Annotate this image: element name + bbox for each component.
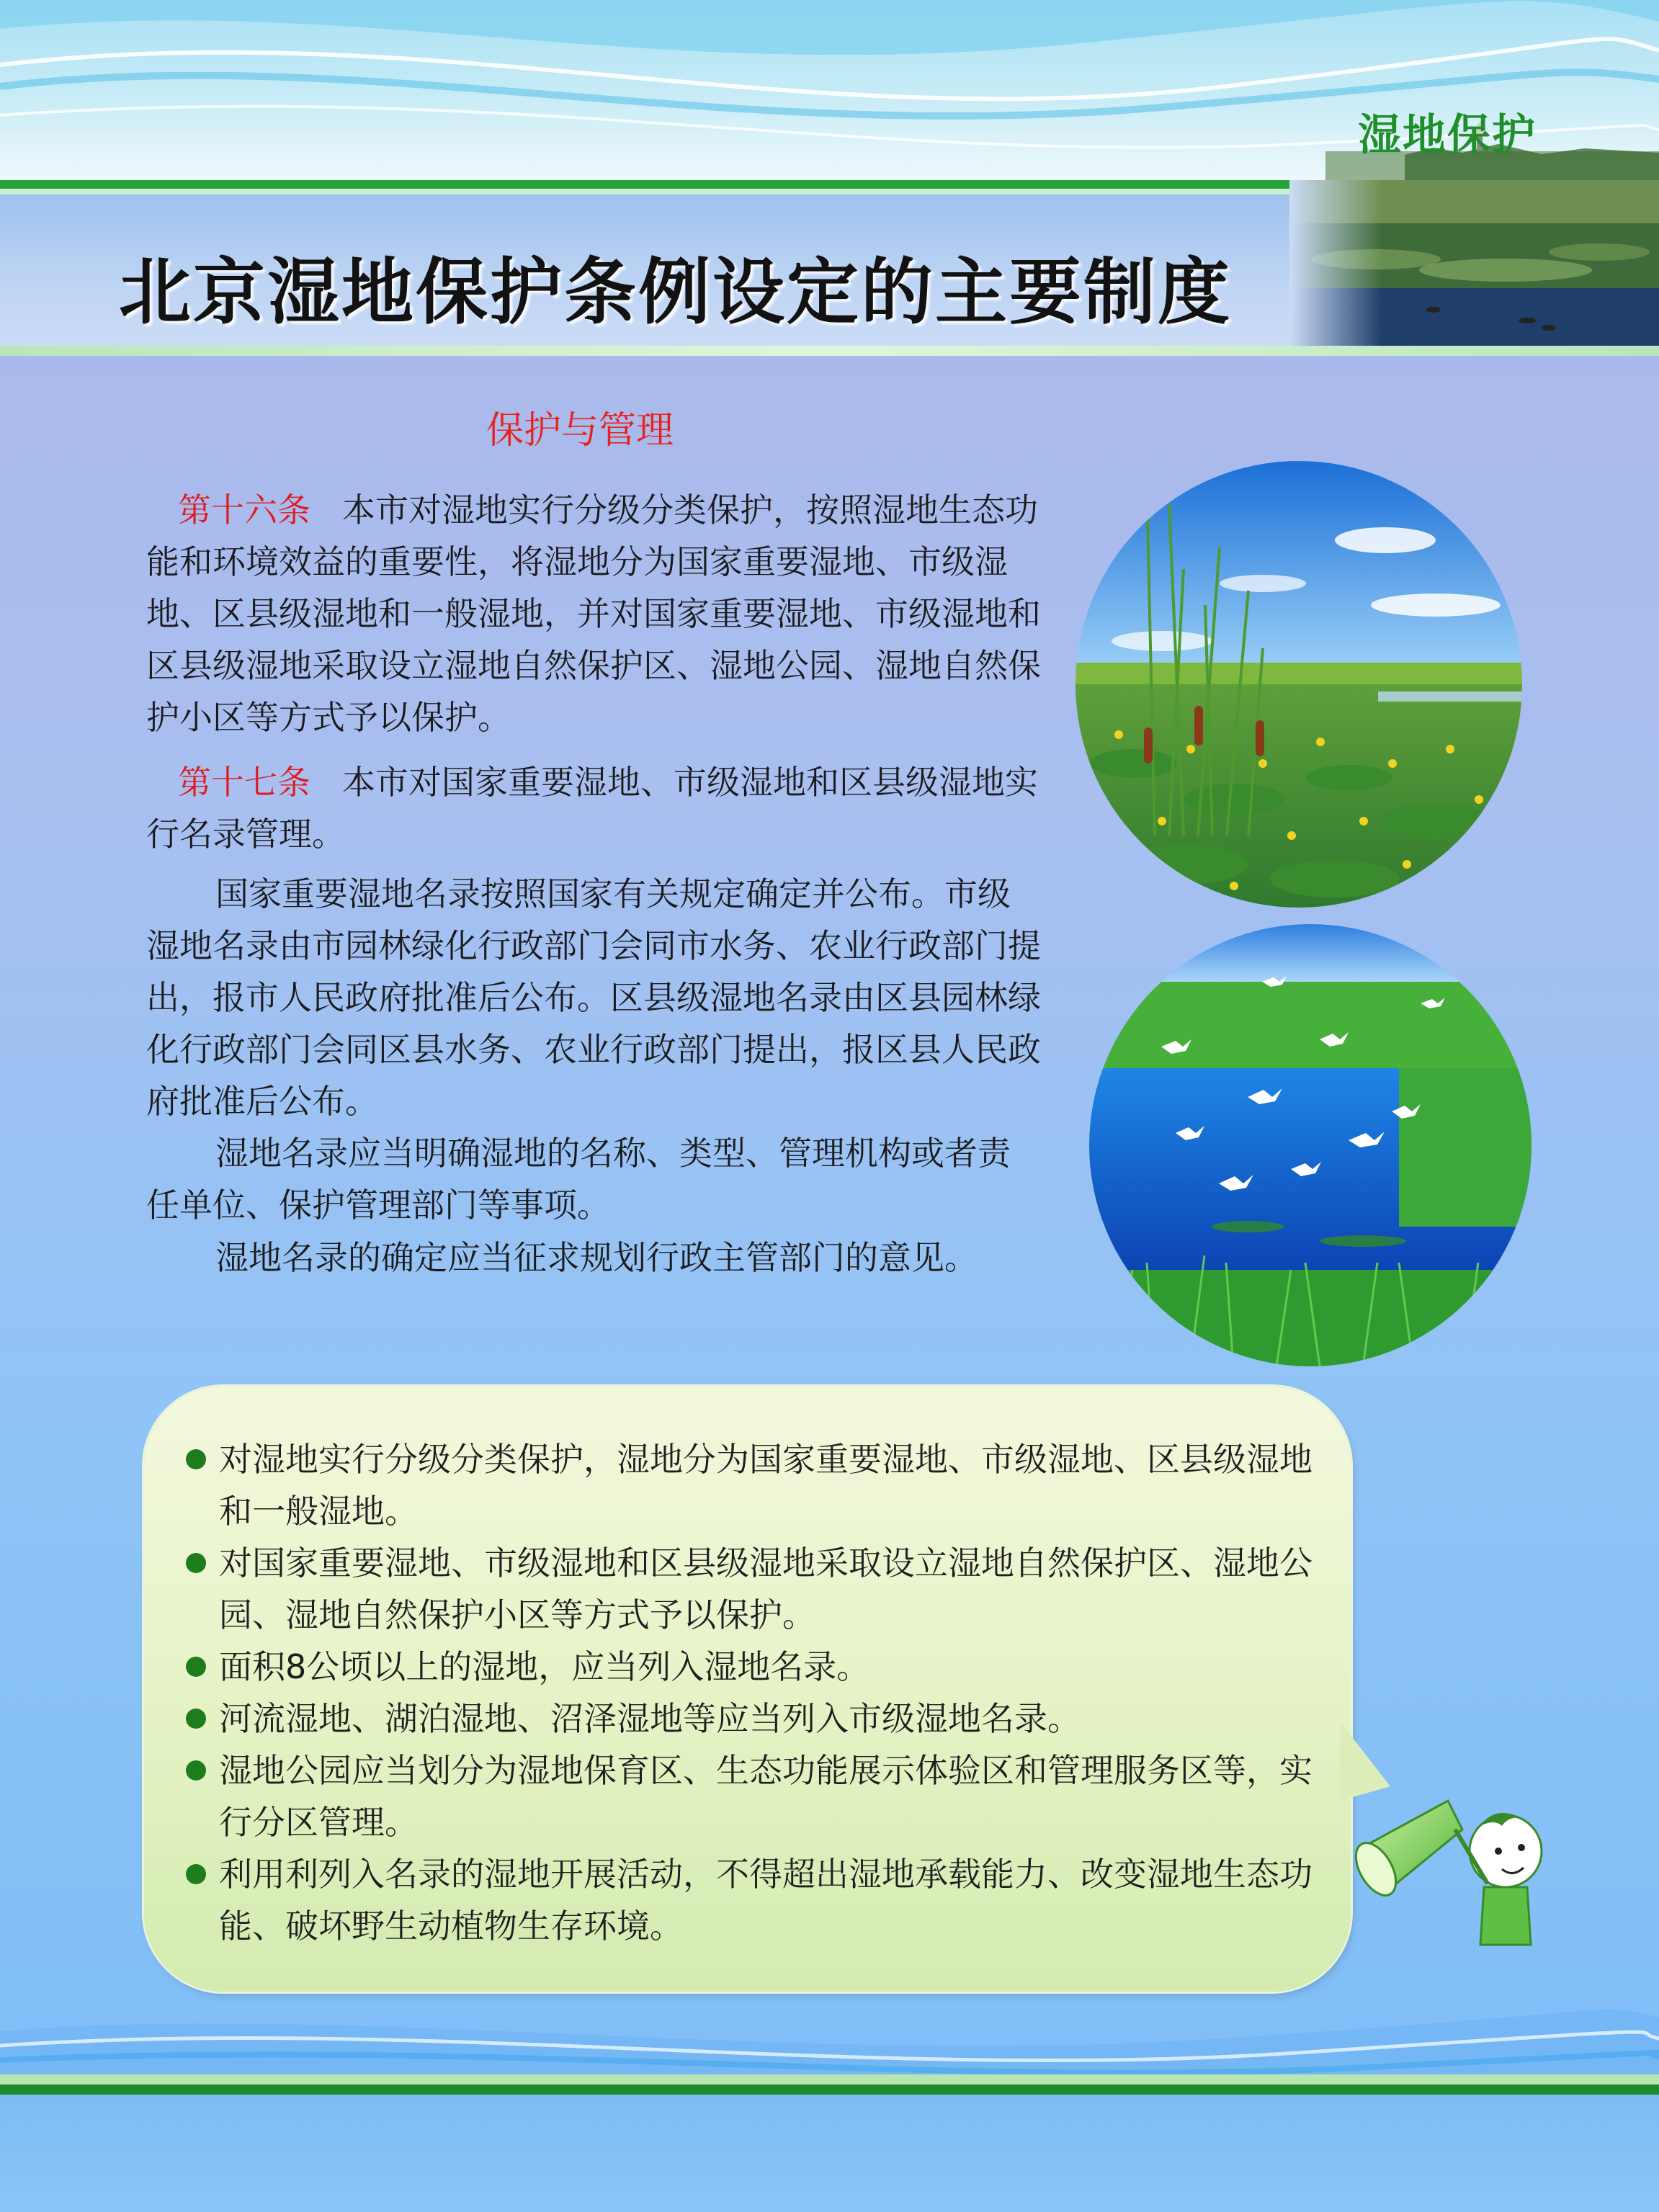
section-heading: 保护与管理	[486, 409, 674, 452]
summary-item: 对湿地实行分级分类保护，湿地分为国家重要湿地、市级湿地、区县级湿地和一般湿地。	[186, 1433, 1324, 1537]
footer-waves	[0, 1988, 1659, 2089]
article-16-text: 本市对湿地实行分级分类保护，按照湿地生态功能和环境效益的重要性，将湿地分为国家重要湿地、市级湿地、区县级湿地和一般湿地，并对国家重要湿地、市级湿地和区县级湿地采取设立湿地自然保护区、湿地公园、湿地自然保护小区等方式予以保护。	[146, 491, 1041, 737]
paragraph-list-contents: 湿地名录应当明确湿地的名称、类型、管理机构或者责任单位、保护管理部门等事项。	[146, 1134, 1011, 1224]
bullet-icon	[186, 1760, 206, 1781]
article-16-label: 第十六条	[178, 491, 310, 529]
article-16	[146, 484, 1043, 743]
article-17-label: 第十七条	[178, 763, 310, 802]
summary-item: 对国家重要湿地、市级湿地和区县级湿地采取设立湿地自然保护区、湿地公园、湿地自然保护小区等方式予以保护。	[186, 1537, 1324, 1641]
summary-item: 湿地公园应当划分为湿地保育区、生态功能展示体验区和管理服务区等，实行分区管理。	[186, 1745, 1324, 1848]
bullet-icon	[186, 1657, 206, 1677]
summary-item: 河流湿地、湖泊湿地、沼泽湿地等应当列入市级湿地名录。	[186, 1693, 1324, 1745]
lake-photo	[1289, 180, 1659, 346]
divider-line	[0, 2085, 1659, 2095]
article-17-text: 本市对国家重要湿地、市级湿地和区县级湿地实行名录管理。	[146, 763, 1038, 854]
divider-line	[0, 2074, 1659, 2085]
wetland-reeds-photo	[1076, 461, 1522, 908]
footer-band	[0, 2095, 1659, 2212]
summary-item: 面积8公顷以上的湿地，应当列入湿地名录。	[186, 1641, 1324, 1693]
summary-list	[186, 1433, 1324, 1952]
bullet-icon	[186, 1553, 206, 1573]
paragraph-list-consultation: 湿地名录的确定应当征求规划行政主管部门的意见。	[215, 1238, 978, 1277]
bullet-icon	[186, 1449, 206, 1469]
section-tag: 湿地保护	[1358, 110, 1537, 161]
divider-line	[0, 346, 1659, 356]
megaphone-mascot-icon	[1354, 1750, 1570, 1952]
paragraph-list-procedure: 国家重要湿地名录按照国家有关规定确定并公布。市级湿地名录由市园林绿化行政部门会同市水务、农业行政部门提出，报市人民政府批准后公布。区县级湿地名录由区县园林绿化行政部门会同区县水务、农业行政部门提出，报区县人民政府批准后公布。	[146, 874, 1041, 1121]
bullet-icon	[186, 1709, 206, 1729]
wetland-birds-photo	[1089, 924, 1531, 1366]
bullet-icon	[186, 1864, 206, 1884]
summary-item: 利用利列入名录的湿地开展活动，不得超出湿地承载能力、改变湿地生态功能、破坏野生动植物生存环境。	[186, 1848, 1324, 1952]
article-17	[146, 756, 1043, 860]
page-title: 北京湿地保护条例设定的主要制度	[119, 250, 1232, 334]
